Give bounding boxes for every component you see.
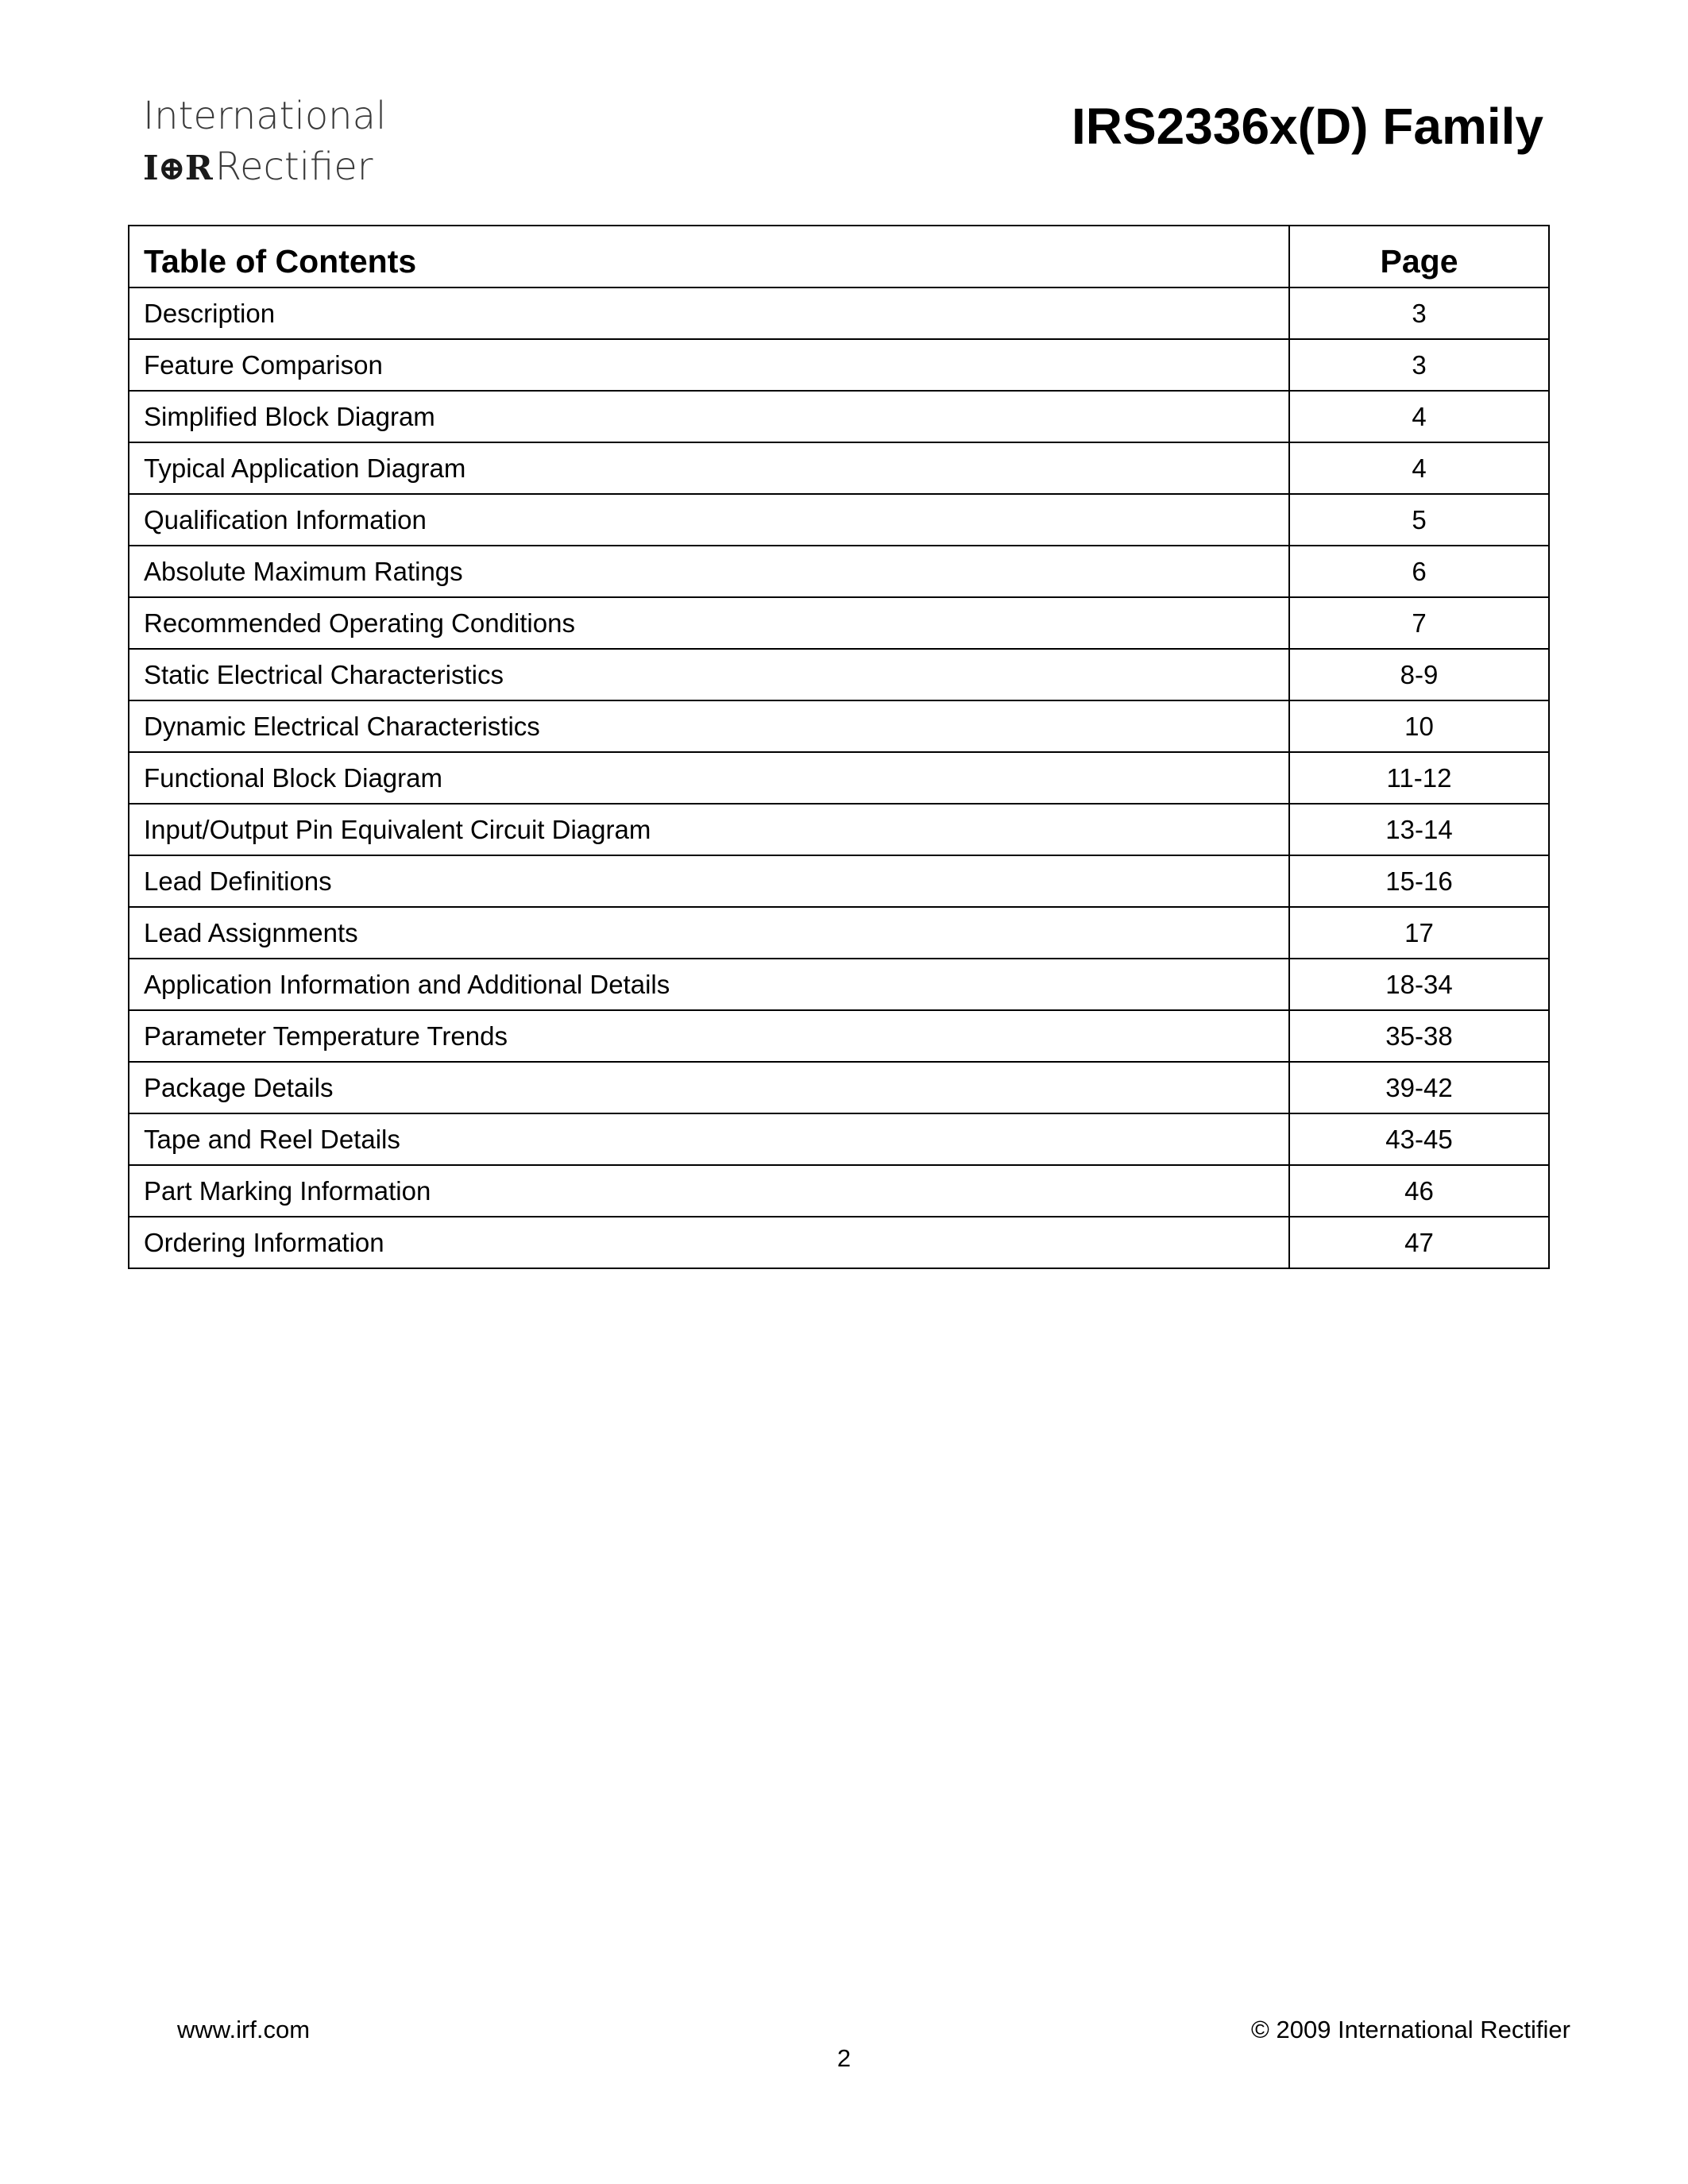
toc-entry-title: Input/Output Pin Equivalent Circuit Diagram: [129, 804, 1289, 855]
toc-entry-title: Qualification Information: [129, 494, 1289, 546]
logo-text-international: International: [143, 94, 387, 138]
toc-entry-title: Parameter Temperature Trends: [129, 1010, 1289, 1062]
toc-entry-page: 17: [1289, 907, 1549, 959]
toc-entry-page: 43-45: [1289, 1113, 1549, 1165]
toc-entry-title: Dynamic Electrical Characteristics: [129, 700, 1289, 752]
table-row: [129, 494, 1549, 546]
toc-entry-page: 13-14: [1289, 804, 1549, 855]
toc-body: [129, 287, 1549, 1268]
toc-entry-page: 10: [1289, 700, 1549, 752]
toc-entry-title: Ordering Information: [129, 1217, 1289, 1268]
toc-entry-title: Simplified Block Diagram: [129, 391, 1289, 442]
table-row: [129, 1062, 1549, 1113]
toc-entry-page: 46: [1289, 1165, 1549, 1217]
logo-text-rectifier: Rectifier: [214, 145, 373, 189]
table-row: [129, 546, 1549, 597]
toc-entry-title: Functional Block Diagram: [129, 752, 1289, 804]
table-row: [129, 1010, 1549, 1062]
table-row: [129, 907, 1549, 959]
toc-entry-page: 4: [1289, 442, 1549, 494]
table-row: [129, 1113, 1549, 1165]
table-row: [129, 1165, 1549, 1217]
table-row: [129, 700, 1549, 752]
table-row: [129, 804, 1549, 855]
toc-entry-page: 5: [1289, 494, 1549, 546]
toc-heading-page: Page: [1289, 226, 1549, 287]
table-row: [129, 855, 1549, 907]
toc-entry-title: Description: [129, 287, 1289, 339]
toc-entry-page: 35-38: [1289, 1010, 1549, 1062]
footer-website: www.irf.com: [177, 2016, 311, 2043]
toc-entry-title: Lead Definitions: [129, 855, 1289, 907]
toc-entry-page: 3: [1289, 287, 1549, 339]
toc-entry-page: 8-9: [1289, 649, 1549, 700]
table-row: [129, 339, 1549, 391]
table-row: [129, 391, 1549, 442]
toc-heading-title: Table of Contents: [129, 226, 1289, 287]
toc-entry-title: Part Marking Information: [129, 1165, 1289, 1217]
toc-entry-page: 11-12: [1289, 752, 1549, 804]
table-of-contents: [128, 225, 1550, 1269]
toc-header-row: [129, 226, 1549, 287]
table-row: [129, 597, 1549, 649]
footer-copyright: © 2009 International Rectifier: [1251, 2016, 1570, 2043]
company-logo: [143, 94, 387, 196]
table-row: [129, 1217, 1549, 1268]
toc-entry-title: Feature Comparison: [129, 339, 1289, 391]
table-row: [129, 649, 1549, 700]
toc-entry-page: 47: [1289, 1217, 1549, 1268]
toc-entry-page: 3: [1289, 339, 1549, 391]
toc-entry-title: Static Electrical Characteristics: [129, 649, 1289, 700]
document-title: IRS2336x(D) Family: [1071, 98, 1543, 155]
toc-entry-page: 7: [1289, 597, 1549, 649]
toc-entry-title: Package Details: [129, 1062, 1289, 1113]
ior-logo-mark: I⊕R: [143, 149, 212, 187]
toc-entry-page: 15-16: [1289, 855, 1549, 907]
toc-entry-title: Tape and Reel Details: [129, 1113, 1289, 1165]
logo-row: [143, 145, 373, 189]
toc-entry-page: 39-42: [1289, 1062, 1549, 1113]
toc-entry-title: Typical Application Diagram: [129, 442, 1289, 494]
toc-entry-page: 18-34: [1289, 959, 1549, 1010]
table-row: [129, 752, 1549, 804]
toc-entry-title: Absolute Maximum Ratings: [129, 546, 1289, 597]
toc-entry-title: Recommended Operating Conditions: [129, 597, 1289, 649]
table-row: [129, 959, 1549, 1010]
toc-entry-page: 4: [1289, 391, 1549, 442]
toc-entry-page: 6: [1289, 546, 1549, 597]
table-row: [129, 442, 1549, 494]
toc-entry-title: Lead Assignments: [129, 907, 1289, 959]
toc-entry-title: Application Information and Additional Details: [129, 959, 1289, 1010]
table-row: [129, 287, 1549, 339]
footer-page-number: 2: [836, 2044, 852, 2072]
